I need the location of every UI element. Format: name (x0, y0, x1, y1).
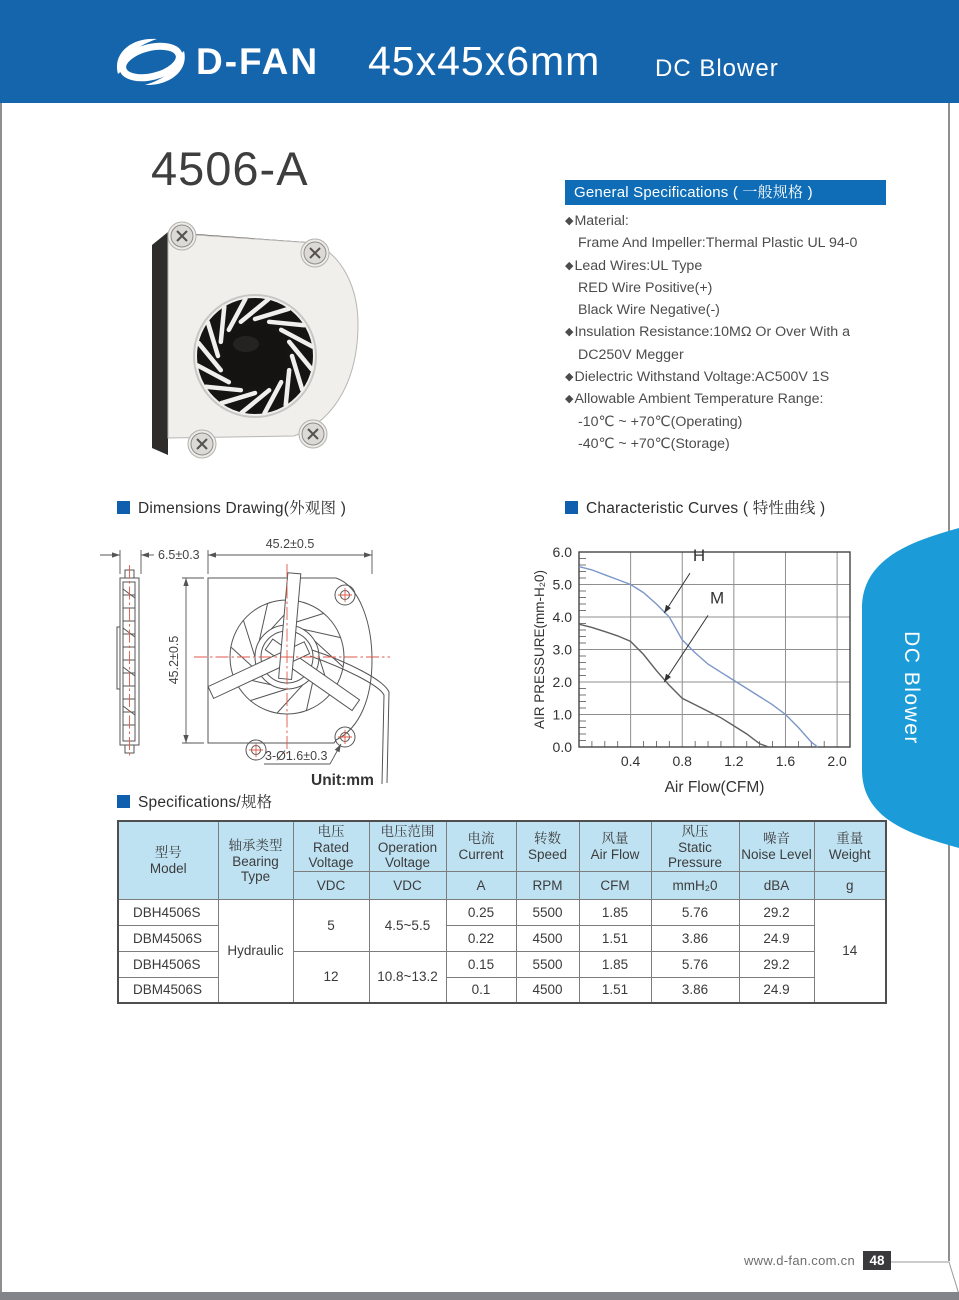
spec-line: ◆Material: (565, 213, 629, 229)
header-banner (0, 0, 959, 103)
dimensions-drawing (98, 532, 463, 797)
fan-swirl-icon (112, 34, 190, 90)
diamond-bullet: ◆ (565, 371, 574, 384)
unit-rpm: RPM (516, 871, 579, 899)
unit-mmh2o: mmH₂0 (651, 871, 739, 899)
specifications-table (117, 820, 887, 1004)
spec-line: ◆Allowable Ambient Temperature Range: (565, 391, 824, 408)
general-specs-list (565, 210, 886, 455)
general-specifications (565, 180, 886, 455)
characteristic-curves-chart (530, 532, 875, 804)
side-tab-label: DC Blower (899, 631, 923, 745)
unit-a: A (446, 871, 516, 899)
svg-text:6.0: 6.0 (552, 544, 572, 560)
svg-text:1.6: 1.6 (775, 753, 796, 769)
dim-thickness-label: 6.5±0.3 (158, 548, 200, 562)
y-axis-label: AIR PRESSURE(mm-H₂0) (532, 569, 547, 730)
svg-text:0.0: 0.0 (552, 739, 572, 755)
col-rated-voltage: 电压 Rated Voltage (293, 821, 369, 871)
spec-line: Black Wire Negative(-) (578, 302, 720, 319)
spec-line: DC250V Megger (578, 346, 684, 363)
footer-decor-line (891, 1252, 959, 1297)
col-speed: 转数 Speed (516, 821, 579, 871)
svg-text:3.0: 3.0 (552, 641, 572, 658)
curve-label-H: H (692, 546, 706, 566)
dim-width-label: 45.2±0.5 (265, 537, 315, 551)
unit-g: g (814, 871, 886, 899)
x-axis-label: Air Flow(CFM) (664, 779, 765, 796)
page-number-badge: 48 (863, 1251, 891, 1270)
col-noise-level: 噪音 Noise Level (739, 821, 814, 871)
col-current: 电流 Current (446, 821, 516, 871)
curve-H (579, 567, 818, 747)
section-heading-specifications: Specifications/规格 (117, 793, 272, 809)
col-air-flow: 风量 Air Flow (579, 821, 651, 871)
svg-text:1.2: 1.2 (724, 753, 744, 769)
unit-dba: dBA (739, 871, 814, 899)
table-row: DBH4506S 12 10.8~13.2 0.15 5500 1.85 5.76 29.2 (118, 951, 886, 977)
spec-line: Frame And Impeller:Thermal Plastic UL 94-0 (578, 235, 858, 252)
dim-height-label: 45.2±0.5 (167, 635, 181, 685)
spec-line: ◆Insulation Resistance:10MΩ Or Over With a (565, 324, 851, 341)
impeller (197, 298, 313, 414)
svg-text:0.4: 0.4 (620, 753, 641, 769)
bottom-bar (0, 1292, 959, 1300)
section-heading-curves: Characteristic Curves ( 特性曲线 ) (565, 499, 825, 515)
table-row: DBH4506S Hydraulic 5 4.5~5.5 0.25 5500 1.85 5.76 29.2 14 (118, 899, 886, 925)
unit-vdc: VDC (369, 871, 446, 899)
spec-line: RED Wire Positive(+) (578, 279, 713, 296)
website-label: www.d-fan.com.cn (743, 1253, 855, 1268)
product-type: DC Blower (655, 55, 779, 82)
diamond-bullet: ◆ (565, 215, 574, 227)
svg-text:1.0: 1.0 (552, 706, 572, 723)
table-row: DBM4506S 0.22 4500 1.51 3.86 24.9 (118, 925, 886, 951)
svg-text:5.0: 5.0 (552, 576, 572, 593)
brand-logo (112, 33, 319, 91)
page-border-left (0, 103, 2, 1293)
col-weight: 重量 Weight (814, 821, 886, 871)
blue-square-bullet (565, 501, 578, 514)
product-photo (138, 203, 468, 473)
svg-text:4.0: 4.0 (552, 609, 572, 625)
dim-holes-label: 3-Ø1.6±0.3 (265, 749, 328, 763)
product-size: 45x45x6mm (368, 38, 601, 84)
table-header-row (118, 821, 886, 871)
spec-line: -10℃ ~ +70℃(Operating) (578, 413, 743, 430)
diamond-bullet: ◆ (565, 326, 574, 339)
blue-square-bullet (117, 501, 130, 514)
side-tab-dc-blower (862, 528, 959, 848)
spec-line: ◆Lead Wires:UL Type (565, 257, 703, 274)
spec-line: -40℃ ~ +70℃(Storage) (578, 435, 730, 452)
section-heading-dimensions: Dimensions Drawing(外观图 ) (117, 499, 346, 515)
col-static-pressure: 风压 Static Pressure (651, 821, 739, 871)
curve-label-M: M (709, 588, 725, 608)
col-model: 型号 Model (118, 821, 218, 899)
svg-text:2.0: 2.0 (827, 753, 847, 769)
diamond-bullet: ◆ (565, 393, 574, 406)
svg-text:2.0: 2.0 (552, 674, 572, 690)
brand-name: D-FAN (196, 41, 320, 82)
unit-vdc: VDC (293, 871, 369, 899)
drawing-unit-label: Unit:mm (311, 772, 374, 789)
model-title: 4506-A (151, 142, 309, 195)
table-row: DBM4506S 0.1 4500 1.51 3.86 24.9 (118, 977, 886, 1003)
col-bearing: 轴承类型 Bearing Type (218, 821, 293, 899)
curve-M (579, 624, 769, 747)
general-specs-title-bar: General Specifications ( 一般规格 ) (565, 180, 886, 205)
spec-line: ◆Dielectric Withstand Voltage:AC500V 1S (565, 369, 830, 386)
col-operation-voltage: 电压范围 Operation Voltage (369, 821, 446, 871)
diamond-bullet: ◆ (565, 259, 574, 272)
svg-text:0.8: 0.8 (672, 753, 692, 769)
unit-cfm: CFM (579, 871, 651, 899)
